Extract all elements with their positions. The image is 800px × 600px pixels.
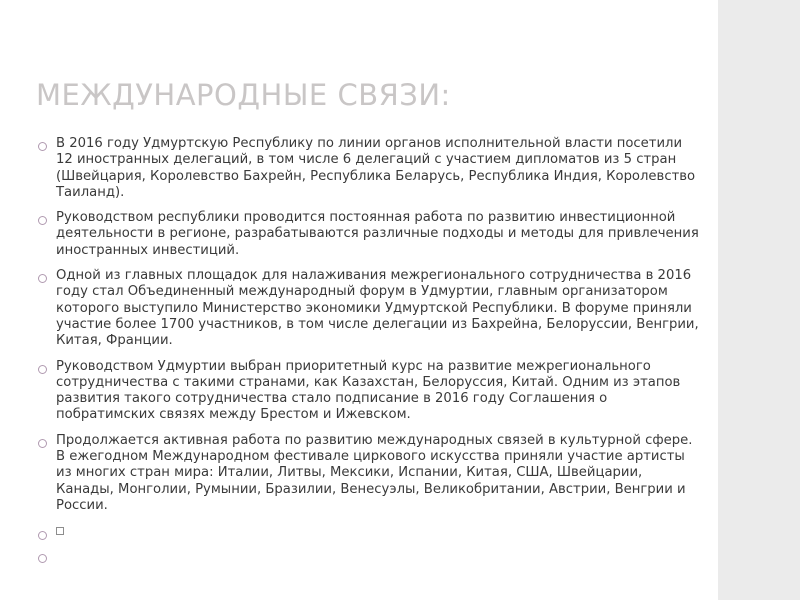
list-item <box>36 523 702 544</box>
list-item <box>36 359 702 424</box>
square-bullet-icon <box>56 527 64 535</box>
list-item <box>36 268 702 349</box>
ring-bullet-icon <box>36 136 56 154</box>
ring-bullet-icon <box>36 210 56 228</box>
page-title: МЕЖДУНАРОДНЫЕ СВЯЗИ: <box>36 78 451 112</box>
list-item <box>36 433 702 514</box>
ring-bullet-icon <box>36 546 56 567</box>
list-item-text: Продолжается активная работа по развитию международных связей в культурной сфере. В ежегодном Международном фестивале циркового искусства приняли участие артисты из многих стран мира: Италии, Литвы, Мексики, Испании, Китая, США, Швейцарии, Канады, Монголии, Румынии, Бразилии, Венесуэлы, Великобритании, Австрии, Венгрии и России. <box>56 432 693 513</box>
list-item <box>36 210 702 259</box>
decorative-right-band <box>718 0 800 600</box>
list-item-text: Руководством Удмуртии выбран приоритетный курс на развитие межрегионального сотрудничества с такими странами, как Казахстан, Белоруссия, Китай. Одним из этапов развития такого сотрудничества стало подписание в 2016 году Соглашения о побратимских связях между Брестом и Ижевском. <box>56 358 681 423</box>
ring-bullet-icon <box>36 433 56 451</box>
list-item-text <box>56 546 702 562</box>
list-item-text: Одной из главных площадок для налаживания межрегионального сотрудничества в 2016 году стал Объединенный международный форум в Удмуртии, главным организатором которого выступило Министерство экономики Удмуртской Республики. В форуме приняли участие более 1700 участников, в том числе делегации из Бахрейна, Белоруссии, Венгрии, Китая, Франции. <box>56 268 699 349</box>
empty-square-bullet <box>56 523 702 540</box>
ring-bullet-icon <box>36 523 56 544</box>
ring-bullet-icon <box>36 359 56 377</box>
bullet-list <box>36 136 702 569</box>
list-item-text: В 2016 году Удмуртскую Республику по линии органов исполнительной власти посетили 12 иностранных делегаций, в том числе 6 делегаций с участием дипломатов из 5 стран (Швейцария, Королевство Бахрейн, Республика Беларусь, Республика Индия, Королевство Таиланд). <box>56 136 696 200</box>
list-item <box>36 136 702 201</box>
list-item <box>36 546 702 567</box>
list-item-text: Руководством республики проводится постоянная работа по развитию инвестиционной деятельности в регионе, разрабатываются различные подходы и методы для привлечения иностранных инвестиций. <box>56 210 699 258</box>
ring-bullet-icon <box>36 268 56 286</box>
